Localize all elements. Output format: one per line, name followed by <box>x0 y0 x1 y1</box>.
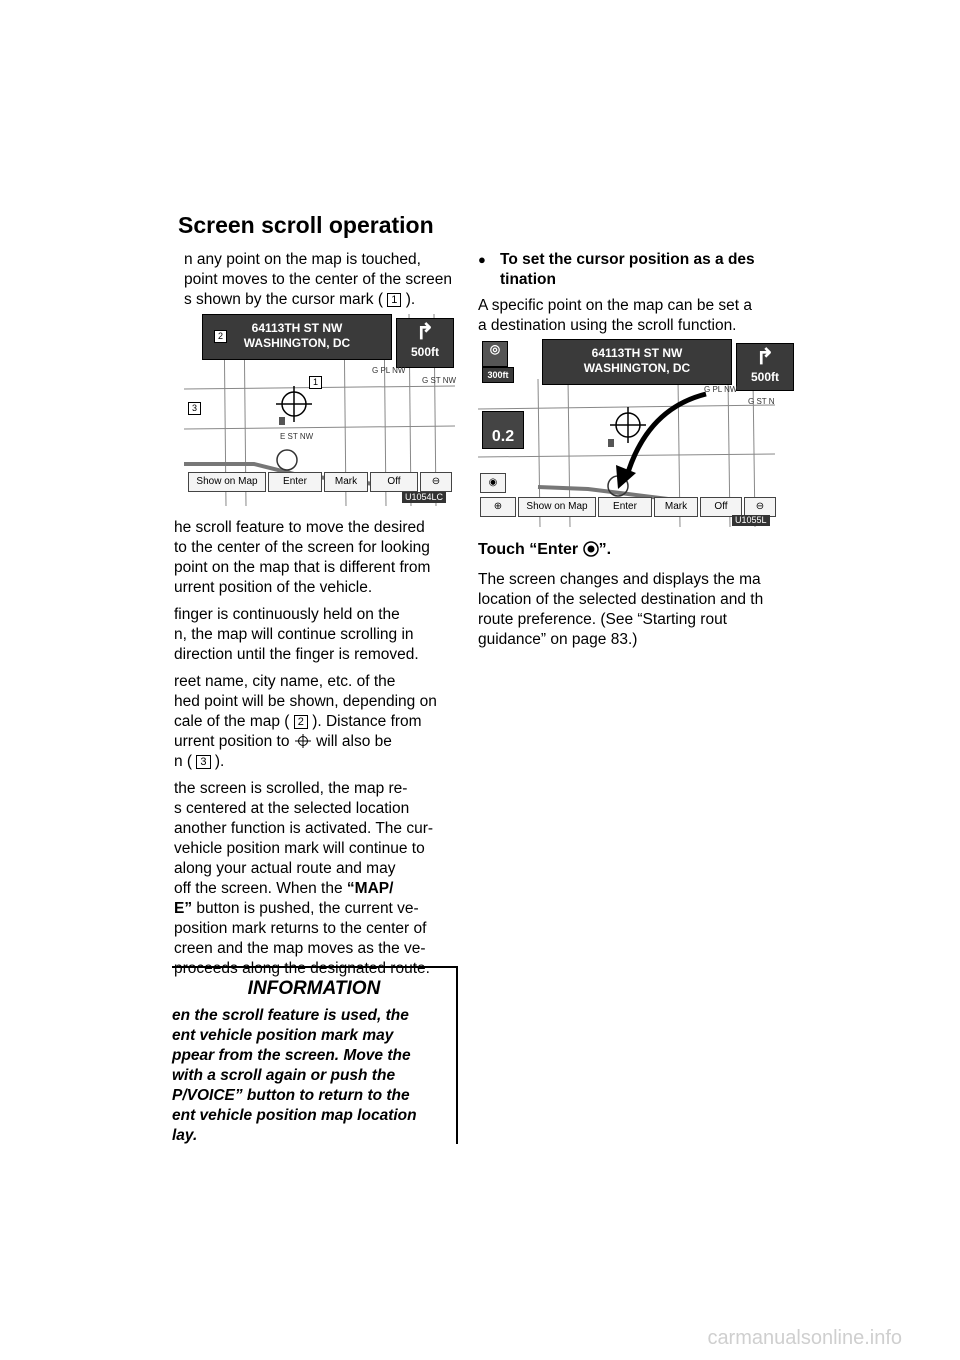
destination-result-text: The screen changes and displays the ma location of the selected destination and th route preference. (See “Starting rout guidance” on page 83.) <box>478 571 764 648</box>
street-label: G ST N <box>748 397 775 406</box>
scale-indicator: 300ft <box>482 367 514 383</box>
turn-indicator: ↱ 500ft <box>736 343 794 391</box>
marker-2-screen: 2 <box>214 330 227 343</box>
marker-1-screen: 1 <box>309 376 322 389</box>
intro-text: n any point on the map is touched, point moves to the center of the screen s shown by the cursor mark ( 1 ). <box>184 251 452 308</box>
left-column-body <box>174 518 456 977</box>
distance-gauge: 0.2 <box>482 411 524 449</box>
turn-indicator: ↱ 500ft <box>396 318 454 368</box>
touch-enter-instruction: Touch “Enter ”. <box>478 541 612 558</box>
street-label: E ST NW <box>280 432 314 441</box>
information-box <box>172 966 458 1144</box>
enter-button[interactable]: Enter <box>268 472 322 492</box>
section-title: Screen scroll operation <box>178 212 434 238</box>
information-text: en the scroll feature is used, the ent vehicle position mark may ppear from the screen. Move the with a scroll again or push the P/VOICE” button to return to the ent vehicle position map location lay. <box>172 1007 417 1144</box>
cursor-destination-heading: ● To set the cursor position as a des tination <box>478 251 755 288</box>
turn-arrow-icon: ↱ <box>415 319 435 344</box>
scroll-destination-text: A specific point on the map can be set a a destination using the scroll function. <box>478 297 753 334</box>
image-code: U1055L <box>732 515 770 526</box>
minus-icon: ⊖ <box>755 501 765 512</box>
street-name-text: reet name, city name, etc. of the hed point will be shown, depending on cale of the map ( 2 ). Distance from urrent position to will also be n ( 3 ). <box>174 673 437 770</box>
minus-icon: ⊖ <box>431 476 441 487</box>
marker-3-screen: 3 <box>188 402 201 415</box>
plus-icon: ⊕ <box>493 501 503 512</box>
compass-button[interactable] <box>482 341 508 367</box>
right-column-body <box>478 540 778 660</box>
address-bar: 64113TH ST NW WASHINGTON, DC <box>542 339 732 385</box>
off-button[interactable]: Off <box>700 497 742 517</box>
map-screenshot-left <box>184 314 455 506</box>
right-column <box>478 250 780 340</box>
image-code: U1054LC <box>402 492 446 503</box>
street-label: G PL NW <box>372 366 406 375</box>
marker-1: 1 <box>387 293 401 307</box>
scroll-feature-text: he scroll feature to move the desired to the center of the screen for looking point on the map that is different from urrent position of the vehicle. <box>174 519 431 596</box>
zoom-out-button[interactable] <box>744 497 776 517</box>
off-button[interactable]: Off <box>370 472 418 492</box>
information-title: INFORMATION <box>247 978 381 999</box>
scrolled-map-text: the screen is scrolled, the map re- s centered at the selected location another function is activated. The cur- vehicle position mark will continue to along your actual route and may off the screen. When the “MAP/ E” button is pushed, the current ve- position mark returns to the center of creen and the map moves as the ve- proceeds along the designated route. <box>174 780 434 977</box>
marker-3: 3 <box>196 755 210 769</box>
map-mode-button[interactable] <box>480 473 506 493</box>
show-on-map-button[interactable]: Show on Map <box>188 472 266 492</box>
show-on-map-button[interactable]: Show on Map <box>518 497 596 517</box>
turn-arrow-icon: ↱ <box>755 344 775 369</box>
continuous-scroll-text: finger is continuously held on the n, the map will continue scrolling in direction until the finger is removed. <box>174 606 419 663</box>
compass-icon: ◎ <box>489 342 501 356</box>
marker-2: 2 <box>294 715 308 729</box>
mark-button[interactable]: Mark <box>324 472 368 492</box>
street-label: G ST NW <box>422 376 457 385</box>
mark-button[interactable]: Mark <box>654 497 698 517</box>
watermark: carmanualsonline.info <box>707 1327 902 1349</box>
cursor-mark-icon <box>294 734 312 748</box>
bullet-icon: ● <box>478 252 486 267</box>
zoom-out-button[interactable] <box>420 472 452 492</box>
map-screenshot-right <box>478 339 779 527</box>
enter-button[interactable]: Enter <box>598 497 652 517</box>
orientation-icon: ◉ <box>488 477 498 488</box>
address-bar: 64113TH ST NW WASHINGTON, DC <box>202 314 392 360</box>
zoom-in-button[interactable] <box>480 497 516 517</box>
street-label: G PL NW <box>704 385 738 394</box>
enter-target-icon <box>583 541 599 557</box>
